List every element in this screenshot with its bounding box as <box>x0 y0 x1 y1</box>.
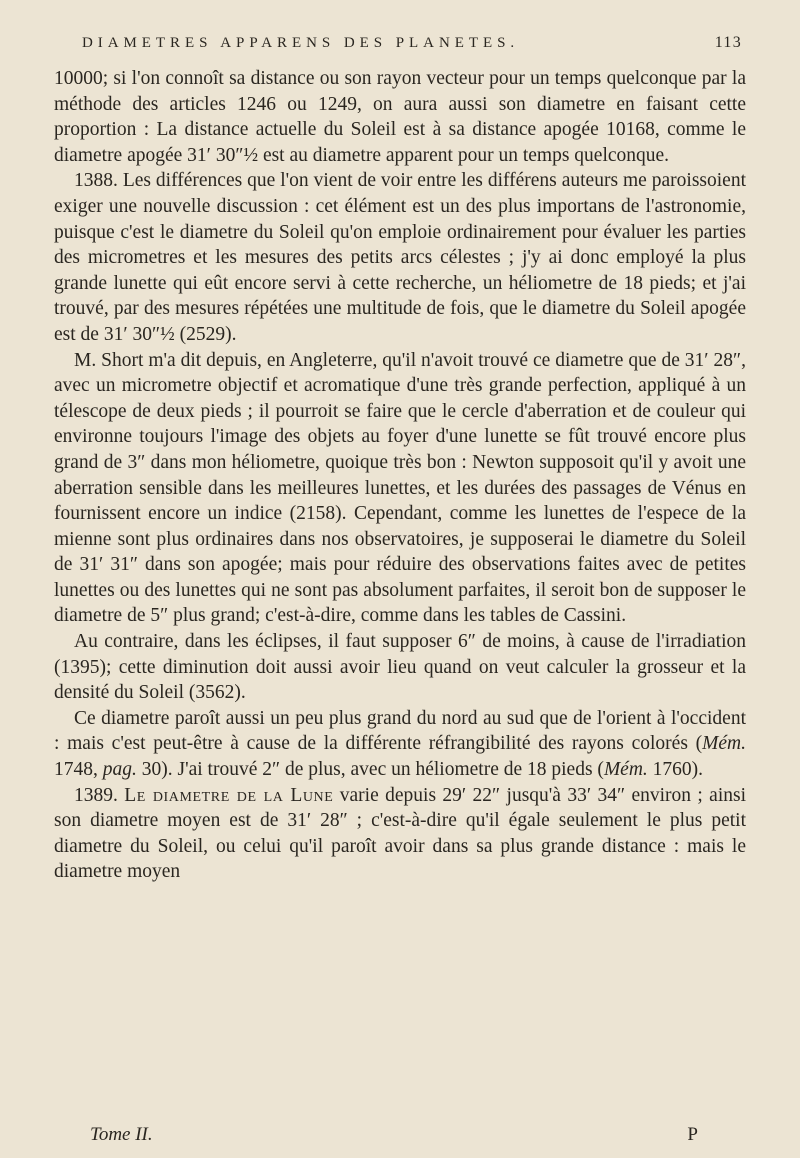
signature-mark: P <box>687 1124 698 1145</box>
text-run: 10000; si l'on connoît sa distance ou son rayon vecteur pour un temps quelconque par la méthode des articles 1246 ou 1249, on aura aussi son diametre en faisant cette proportion : La distance actuelle du Soleil est à sa distance apogée 10168, comme le diametre apogée 31′ 30″½ est au diametre apparent pour un temps quelconque. <box>54 68 746 166</box>
text-run: 1388. Les différences que l'on vient de voir entre les différens auteurs me paroissoient exiger une nouvelle discussion : cet élément est un des plus importans de l'astronomie, puisque c'est le diametre du Soleil qu'on emploie ordinairement pour évaluer les parties des micrometres et les mesures des petits arcs célestes ; j'y ai donc employé la plus grande lunette qui eût encore servi à cette recherche, un héliometre de 18 pieds; et j'ai trouvé, par des mesures répétées une multitude de fois, que le diametre du Soleil apogée est de 31′ 30″½ (2529). <box>54 170 746 345</box>
italic-text: Mém. <box>603 759 648 781</box>
page-footer <box>54 1124 746 1146</box>
text-run: 30). J'ai trouvé 2″ de plus, avec un héliometre de 18 pieds ( <box>136 759 604 781</box>
text-run: varie depuis 29′ 22″ jusqu'à 33′ 34″ environ ; ainsi son diametre moyen est de 31′ 28″ ; c'est-à-dire qu'il égale seulement le plus petit diametre du Soleil, ou celui qu'il paroît avoir dans sa plus grande distance : mais le diametre moyen <box>54 784 746 883</box>
italic-text: pag. <box>102 759 137 781</box>
text-run: M. Short m'a dit depuis, en Angleterre, qu'il n'avoit trouvé ce diametre que de 31′ 28″, avec un micrometre objectif et acromatique d'une très grande perfection, appliqué à un télescope de deux pieds ; il pourroit se faire que le cercle d'aberration et de couleur qui environne toujours l'image des objets au foyer d'une lunette se fût trouvé encore plus grand de 3″ dans mon héliometre, quoique très bon : Newton supposoit qu'il y avoit une aberration sensible dans les meilleures lunettes, et les durées des passages de Vénus en fournissent encore un indice (2158). Cependant, comme les lunettes de l'espece de la mienne sont plus ordinaires dans nos observatoires, je supposerai le diametre du Soleil de 31′ 31″ dans son apogée; mais pour réduire des observations faites avec de petites lunettes ou des lunettes qui ne sont pas absolument parfaites, il seroit bon de supposer le diametre de 5″ plus grand; c'est-à-dire, comme dans les tables de Cassini. <box>54 349 746 627</box>
text-run: Ce diametre paroît aussi un peu plus grand du nord au sud que de l'orient à l'occident : mais c'est peut-être à cause de la différente réfrangibilité des rayons colorés ( <box>54 707 746 755</box>
page-number: 113 <box>714 34 742 51</box>
running-head <box>54 34 746 66</box>
text-run: 1389. <box>74 784 125 806</box>
paragraph <box>54 168 746 347</box>
small-caps-heading: Le diametre de la Lune <box>124 784 334 806</box>
paragraph <box>54 348 746 630</box>
text-run: Au contraire, dans les éclipses, il faut supposer 6″ de moins, à cause de l'irradiation (1395); cette diminution doit aussi avoir lieu quand on veut calculer la grosseur et la densité du Soleil (3562). <box>54 631 746 704</box>
italic-text: Mém. <box>702 733 746 755</box>
body-text <box>54 66 746 885</box>
text-run: 1748, <box>54 759 103 781</box>
paragraph <box>54 783 746 885</box>
paragraph <box>54 706 746 783</box>
running-head-title: DIAMETRES APPARENS DES PLANETES. <box>82 35 520 51</box>
volume-label: Tome II. <box>90 1124 153 1145</box>
paragraph <box>54 66 746 168</box>
text-run: 1760). <box>647 759 704 781</box>
paragraph <box>54 629 746 706</box>
